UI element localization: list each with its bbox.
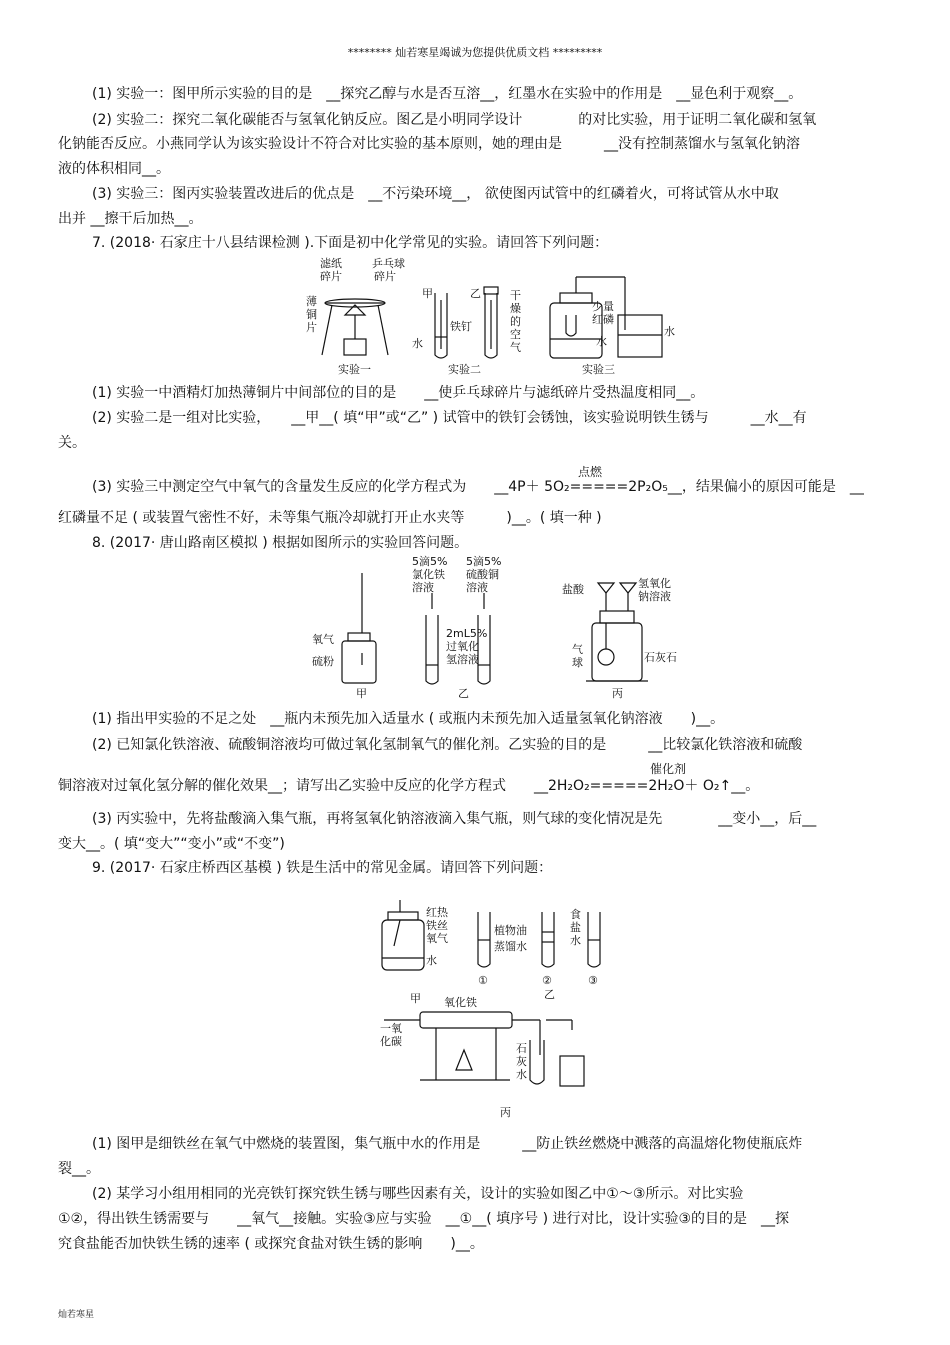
q6-part2-line2: 化钠能否反应。小燕同学认为该实验设计不符合对比实验的基本原则，她的理由是 __没有控制蒸馏水与氢氧化钠溶 bbox=[58, 136, 800, 152]
q6-part2-line3: 液的体积相同__。 bbox=[58, 161, 170, 177]
q8-part2-line2: 铜溶液对过氧化氢分解的催化效果__；请写出乙实验中反应的化学方程式 __2H₂O₂=====2H₂O＋ O₂↑__。 bbox=[58, 778, 760, 794]
fig9-label-w: 水 bbox=[426, 954, 437, 967]
fig7-caption-2: 实验二 bbox=[448, 363, 481, 376]
fig7-label-ball2: 碎片 bbox=[374, 270, 396, 283]
q6-part3-line1: (3) 实验三：图丙实验装置改进后的优点是 __不污染环境__， 欲使图丙试管中的红磷着火，可将试管从水中取 bbox=[92, 186, 779, 202]
fig9-label-dw: 蒸馏水 bbox=[494, 940, 527, 953]
fig8-caption-1: 甲 bbox=[356, 687, 367, 700]
fig7-label-water: 水 bbox=[412, 337, 423, 350]
condition-burn: 点燃 bbox=[578, 465, 603, 479]
fig9-caption-bing: 丙 bbox=[500, 1106, 511, 1119]
page-footer: 灿若寒星 bbox=[58, 1310, 95, 1320]
fig8-label-cu1: 5滴5% bbox=[466, 555, 502, 568]
q8-part2-line1: (2) 已知氯化铁溶液、硫酸铜溶液均可做过氧化氢制氧气的催化剂。乙实验的目的是 __比较氯化铁溶液和硫酸 bbox=[92, 737, 803, 753]
fig7-label-dry5: 气 bbox=[510, 341, 521, 354]
fig7-label-yi: 乙 bbox=[470, 287, 481, 300]
q8-stem: 8. (2017· 唐山路南区模拟 ) 根据如图所示的实验回答问题。 bbox=[92, 535, 469, 551]
fig9-label-lw2: 灰 bbox=[516, 1055, 527, 1068]
fig7-label-cu1: 薄 bbox=[306, 295, 317, 308]
fig7-label-dry1: 干 bbox=[510, 289, 521, 302]
fig8-label-h3: 氢溶液 bbox=[446, 653, 479, 666]
q9-part1-line1: (1) 图甲是细铁丝在氧气中燃烧的装置图，集气瓶中水的作用是 __防止铁丝燃烧中溅落的高温熔化物使瓶底炸 bbox=[92, 1136, 803, 1152]
fig8-label-s: 硫粉 bbox=[312, 655, 334, 668]
q8-part1: (1) 指出甲实验的不足之处 __瓶内未预先加入适量水 ( 或瓶内未预先加入适量氢氧化钠溶液 )__。 bbox=[92, 711, 725, 727]
fig8-label-fe2: 氯化铁 bbox=[412, 568, 445, 581]
condition-catalyst: 催化剂 bbox=[650, 762, 687, 776]
fig8-label-h2: 过氧化 bbox=[446, 640, 479, 653]
fig8-label-ball1: 气 bbox=[572, 643, 583, 656]
fig9-label-co1: 一氧 bbox=[380, 1022, 402, 1035]
q7-stem: 7. (2018· 石家庄十八县结课检测 ).下面是初中化学常见的实验。请回答下列问题： bbox=[92, 235, 609, 251]
q9-part2-line2: ①②，得出铁生锈需要与 __氧气__接触。实验③应与实验 __①__( 填序号 ) 进行对比，设计实验③的目的是 __探 bbox=[58, 1211, 790, 1227]
fig8-label-h1: 2mL5% bbox=[446, 627, 488, 640]
q8-figure bbox=[300, 553, 680, 701]
fig9-label-salt3: 水 bbox=[570, 934, 581, 947]
fig9-label-lw3: 水 bbox=[516, 1068, 527, 1081]
fig7-caption-3: 实验三 bbox=[582, 363, 615, 376]
q7-figure bbox=[300, 255, 690, 380]
fig9-label-fe2o3: 氧化铁 bbox=[444, 996, 477, 1009]
fig9-label-red1: 红热 bbox=[426, 906, 448, 919]
fig7-label-dry2: 燥 bbox=[510, 302, 521, 315]
q8-part3-line2: 变大__。( 填“变大”“变小”或“不变”) bbox=[58, 836, 285, 852]
q6-part2-line1: (2) 实验二：探究二氧化碳能否与氢氧化钠反应。图乙是小明同学设计 的对比实验，用于证明二氧化碳和氢氧 bbox=[92, 112, 817, 128]
fig8-label-na2: 钠溶液 bbox=[638, 590, 671, 603]
fig9-num-3: ③ bbox=[588, 974, 598, 987]
fig7-caption-1: 实验一 bbox=[338, 363, 371, 376]
fig8-label-fe1: 5滴5% bbox=[412, 555, 448, 568]
fig8-label-cu3: 溶液 bbox=[466, 581, 488, 594]
fig8-label-ball2: 球 bbox=[572, 656, 583, 669]
fig9-label-red2: 铁丝 bbox=[426, 919, 448, 932]
fig8-label-na1: 氢氧化 bbox=[638, 577, 671, 590]
fig9-label-salt1: 食 bbox=[570, 908, 581, 921]
fig8-caption-3: 丙 bbox=[612, 687, 623, 700]
fig7-label-p2: 红磷 bbox=[592, 313, 614, 326]
fig7-label-p1: 少量 bbox=[592, 300, 614, 313]
fig7-label-jia: 甲 bbox=[422, 287, 433, 300]
fig7-label-dry4: 空 bbox=[510, 328, 521, 341]
fig7-label-cu3: 片 bbox=[306, 321, 317, 334]
q9-figure bbox=[360, 880, 620, 1125]
fig9-label-co2: 化碳 bbox=[380, 1035, 402, 1048]
fig8-label-lime: 石灰石 bbox=[644, 651, 677, 664]
fig8-label-hcl: 盐酸 bbox=[562, 583, 584, 596]
fig9-caption-yi: 乙 bbox=[544, 988, 555, 1001]
q7-part3-line1: (3) 实验三中测定空气中氧气的含量发生反应的化学方程式为 __4P＋ 5O₂=====2P₂O₅__，结果偏小的原因可能是 __ bbox=[92, 479, 864, 495]
q9-stem: 9. (2017· 石家庄桥西区基模 ) 铁是生活中的常见金属。请回答下列问题： bbox=[92, 860, 553, 876]
q6-part1: (1) 实验一：图甲所示实验的目的是 __探究乙醇与水是否互溶__，红墨水在实验中的作用是 __显色利于观察__。 bbox=[92, 86, 803, 102]
fig7-label-paper: 滤纸 bbox=[320, 257, 342, 270]
fig7-label-w2: 水 bbox=[596, 335, 607, 348]
fig9-label-o2: 氧气 bbox=[426, 932, 448, 945]
fig7-label-dry3: 的 bbox=[510, 315, 521, 328]
fig9-label-salt2: 盐 bbox=[570, 921, 581, 934]
fig8-label-o2: 氧气 bbox=[312, 633, 334, 646]
q9-part2-line1: (2) 某学习小组用相同的光亮铁钉探究铁生锈与哪些因素有关，设计的实验如图乙中①～③所示。对比实验 bbox=[92, 1186, 744, 1202]
fig7-label-nail: 铁钉 bbox=[450, 320, 472, 333]
fig9-caption-jia: 甲 bbox=[410, 992, 421, 1005]
fig9-num-2: ② bbox=[542, 974, 552, 987]
q9-part1-line2: 裂__。 bbox=[58, 1161, 100, 1177]
q6-part3-line2: 出并 __擦干后加热__。 bbox=[58, 211, 203, 227]
fig7-label-cu2: 铜 bbox=[306, 308, 317, 321]
q7-part2-line2: 关。 bbox=[58, 435, 86, 451]
fig7-label-paper2: 碎片 bbox=[320, 270, 342, 283]
fig9-num-1: ① bbox=[478, 974, 488, 987]
fig9-label-lw1: 石 bbox=[516, 1042, 527, 1055]
q7-part3-line2: 红磷量不足 ( 或装置气密性不好，未等集气瓶冷却就打开止水夹等 )__。( 填一种 ) bbox=[58, 510, 602, 526]
q9-part2-line3: 究食盐能否加快铁生锈的速率 ( 或探究食盐对铁生锈的影响 )__。 bbox=[58, 1236, 484, 1252]
fig8-label-cu2: 硫酸铜 bbox=[466, 568, 499, 581]
fig8-caption-2: 乙 bbox=[458, 687, 469, 700]
fig8-label-fe3: 溶液 bbox=[412, 581, 434, 594]
fig7-label-ball: 乒乓球 bbox=[372, 257, 405, 270]
page-header: ******** 灿若寒星竭诚为您提供优质文档 ********* bbox=[347, 46, 603, 59]
q8-part3-line1: (3) 丙实验中，先将盐酸滴入集气瓶，再将氢氧化钠溶液滴入集气瓶，则气球的变化情况是先 __变小__，后__ bbox=[92, 811, 817, 827]
q7-part1: (1) 实验一中酒精灯加热薄铜片中间部位的目的是 __使乒乓球碎片与滤纸碎片受热温度相同__。 bbox=[92, 385, 705, 401]
q7-part2-line1: (2) 实验二是一组对比实验， __甲__( 填“甲”或“乙” ) 试管中的铁钉会锈蚀，该实验说明铁生锈与 __水__有 bbox=[92, 410, 807, 426]
fig7-label-w3: 水 bbox=[664, 325, 675, 338]
fig9-label-oil: 植物油 bbox=[494, 924, 527, 937]
